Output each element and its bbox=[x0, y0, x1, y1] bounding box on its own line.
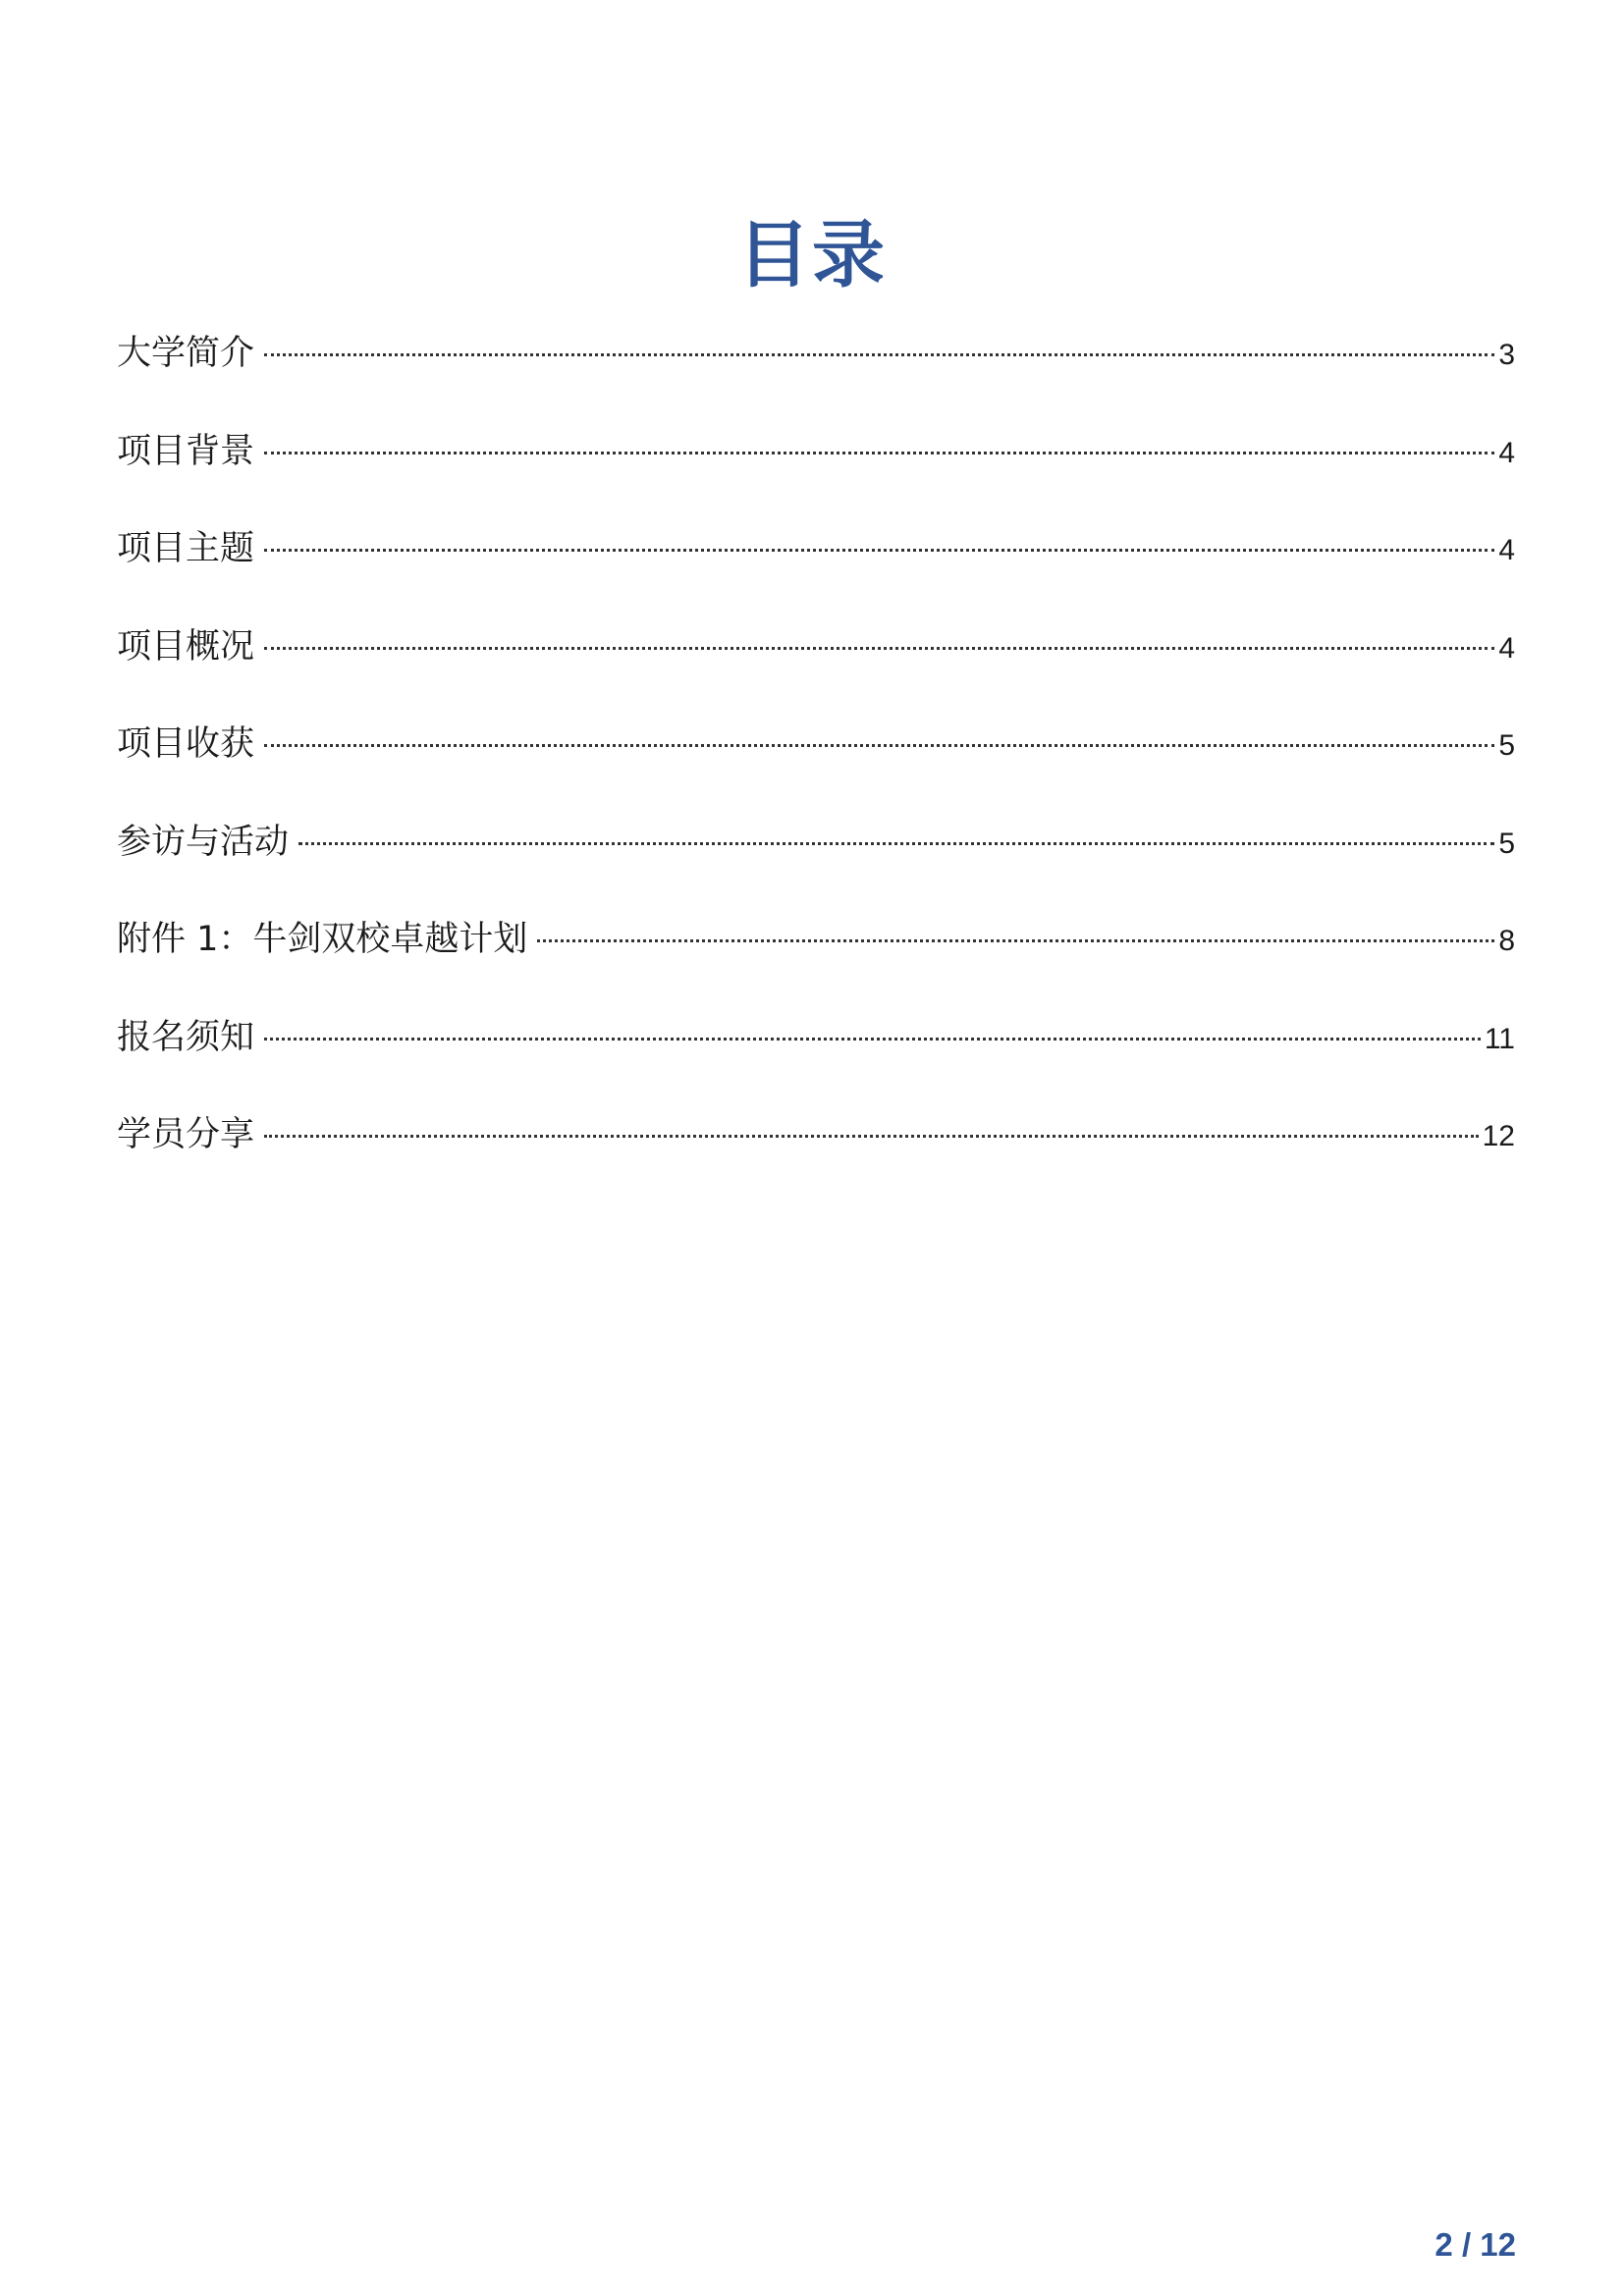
toc-entry-project-overview[interactable] bbox=[117, 613, 1515, 711]
dot-leader bbox=[264, 1038, 1481, 1041]
toc-entry-page-number: 4 bbox=[1498, 534, 1515, 566]
toc-entry-visits-activities[interactable] bbox=[117, 808, 1515, 906]
toc-title: 目录 bbox=[737, 213, 887, 297]
toc-entry-project-benefits[interactable] bbox=[117, 710, 1515, 808]
toc-entry-page-number: 11 bbox=[1484, 1022, 1515, 1055]
toc-entry-project-theme[interactable] bbox=[117, 514, 1515, 613]
toc-entry-page-number: 5 bbox=[1498, 827, 1515, 860]
toc-entry-label: 参访与活动 bbox=[117, 822, 290, 862]
dot-leader bbox=[264, 353, 1494, 356]
toc-entry-label: 大学简介 bbox=[117, 334, 255, 373]
toc-entry-page-number: 12 bbox=[1482, 1120, 1515, 1152]
dot-leader bbox=[537, 939, 1494, 942]
toc-entry-page-number: 4 bbox=[1498, 436, 1515, 469]
toc-entry-student-sharing[interactable] bbox=[117, 1100, 1515, 1199]
toc-entry-page-number: 3 bbox=[1498, 339, 1515, 371]
toc-entry-registration-notes[interactable] bbox=[117, 1003, 1515, 1101]
toc-entry-label: 学员分享 bbox=[117, 1115, 255, 1154]
toc-entry-label: 项目背景 bbox=[117, 431, 255, 471]
toc-entry-page-number: 5 bbox=[1498, 729, 1515, 762]
toc-entry-project-background[interactable] bbox=[117, 417, 1515, 515]
toc-entry-appendix-1[interactable] bbox=[117, 905, 1515, 1003]
dot-leader bbox=[264, 1135, 1479, 1138]
dot-leader bbox=[264, 549, 1494, 552]
table-of-contents bbox=[117, 319, 1515, 1199]
toc-entry-label: 项目收获 bbox=[117, 724, 255, 764]
page-indicator: 2 / 12 bbox=[1435, 2226, 1516, 2263]
dot-leader bbox=[264, 452, 1494, 454]
toc-entry-label: 项目主题 bbox=[117, 529, 255, 568]
toc-entry-label: 附件 1：牛剑双校卓越计划 bbox=[117, 920, 528, 959]
dot-leader bbox=[298, 842, 1494, 845]
toc-entry-label: 项目概况 bbox=[117, 626, 255, 667]
toc-entry-page-number: 8 bbox=[1498, 925, 1515, 957]
dot-leader bbox=[264, 647, 1494, 650]
toc-entry-label: 报名须知 bbox=[117, 1017, 255, 1057]
dot-leader bbox=[264, 744, 1494, 747]
toc-entry-page-number: 4 bbox=[1498, 631, 1515, 665]
toc-entry-university-intro[interactable] bbox=[117, 319, 1515, 417]
